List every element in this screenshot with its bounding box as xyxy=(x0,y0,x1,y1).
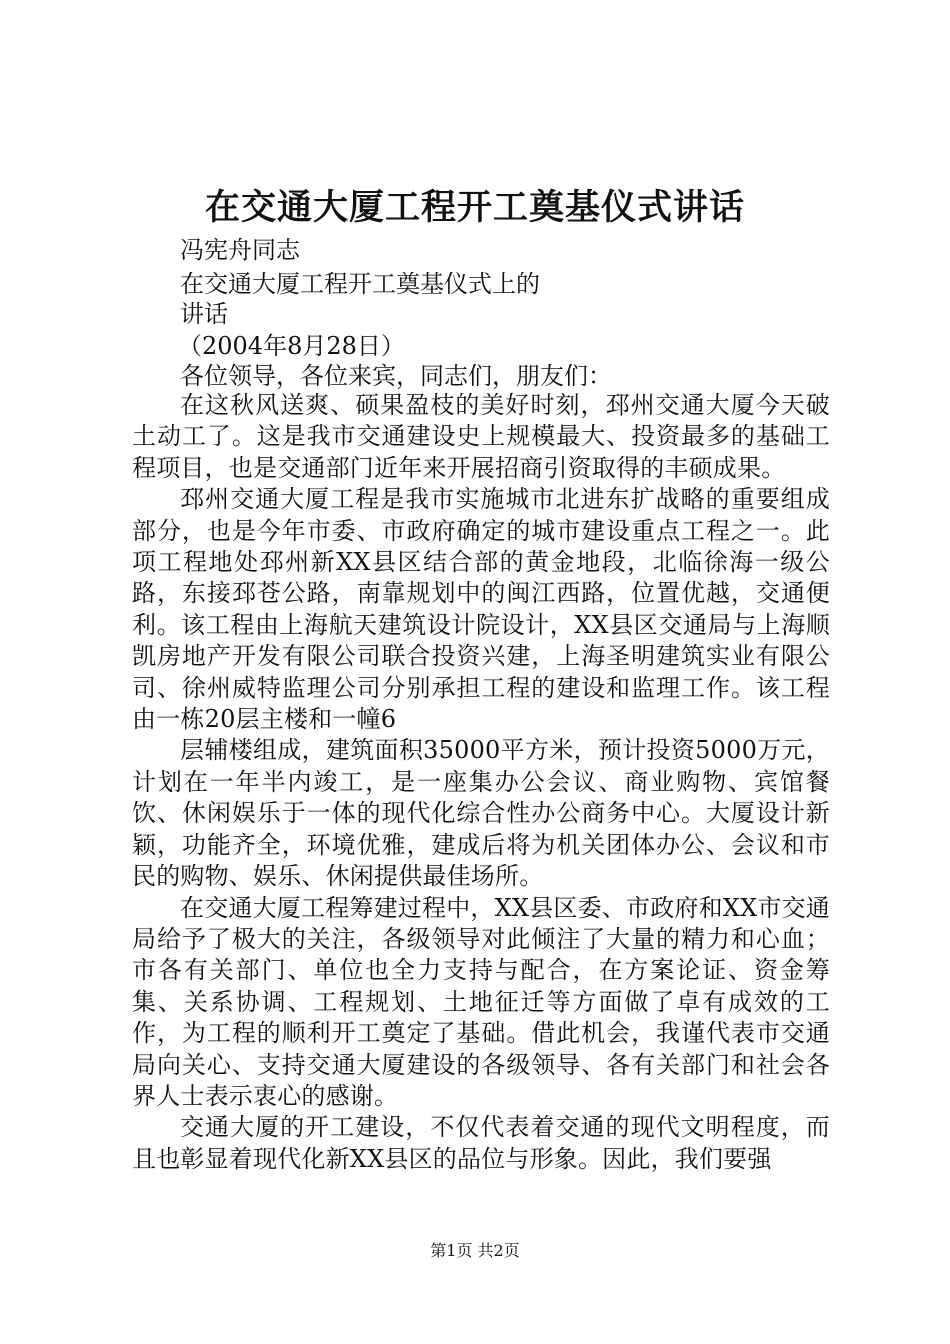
paragraph: 在交通大厦工程筹建过程中，XX县区委、市政府和XX市交通局给予了极大的关注，各级领导对此倾注了大量的精力和心血；市各有关部门、单位也全力支持与配合，在方案论证、资金筹集、关系协调、工程规划、土地征迁等方面做了卓有成效的工作，为工程的顺利开工奠定了基础。借此机会，我谨代表市交通局向关心、支持交通大厦建设的各级领导、各有关部门和社会各界人士表示衷心的感谢。 xyxy=(132,893,830,1110)
speaker-line: 冯宪舟同志 xyxy=(180,236,300,264)
page-number-footer: 第1页 共2页 xyxy=(430,1241,520,1260)
date-line: （2004年8月28日） xyxy=(178,332,405,360)
paragraph: 邳州交通大厦工程是我市实施城市北进东扩战略的重要组成部分，也是今年市委、市政府确定的城市建设重点工程之一。此项工程地处邳州新XX县区结合部的黄金地段，北临徐海一级公路，东接邳苍公路，南靠规划中的闽江西路，位置优越，交通便利。该工程由上海航天建筑设计院设计，XX县区交通局与上海顺凯房地产开发有限公司联合投资兴建，上海圣明建筑实业有限公司、徐州威特监理公司分别承担工程的建设和监理工作。该工程由一栋20层主楼和一幢6 xyxy=(132,485,830,734)
document-title: 在交通大厦工程开工奠基仪式讲话 xyxy=(204,187,745,228)
occasion-line: 在交通大厦工程开工奠基仪式上的 xyxy=(180,270,540,298)
salutation-line: 各位领导，各位来宾，同志们，朋友们： xyxy=(180,362,612,390)
speech-label: 讲话 xyxy=(180,300,228,328)
paragraph: 交通大厦的开工建设，不仅代表着交通的现代文明程度，而且也彰显着现代化新XX县区的品位与形象。因此，我们要强 xyxy=(132,1113,830,1173)
paragraph: 层辅楼组成，建筑面积35000平方米，预计投资5000万元，计划在一年半内竣工，是一座集办公会议、商业购物、宾馆餐饮、休闲娱乐于一体的现代化综合性办公商务中心。大厦设计新颖，功能齐全，环境优雅，建成后将为机关团体办公、会议和市民的购物、娱乐、休闲提供最佳场所。 xyxy=(132,736,830,891)
speech-body xyxy=(132,390,830,1175)
paragraph: 在这秋风送爽、硕果盈枝的美好时刻，邳州交通大厦今天破土动工了。这是我市交通建设史上规模最大、投资最多的基础工程项目，也是交通部门近年来开展招商引资取得的丰硕成果。 xyxy=(132,391,830,482)
